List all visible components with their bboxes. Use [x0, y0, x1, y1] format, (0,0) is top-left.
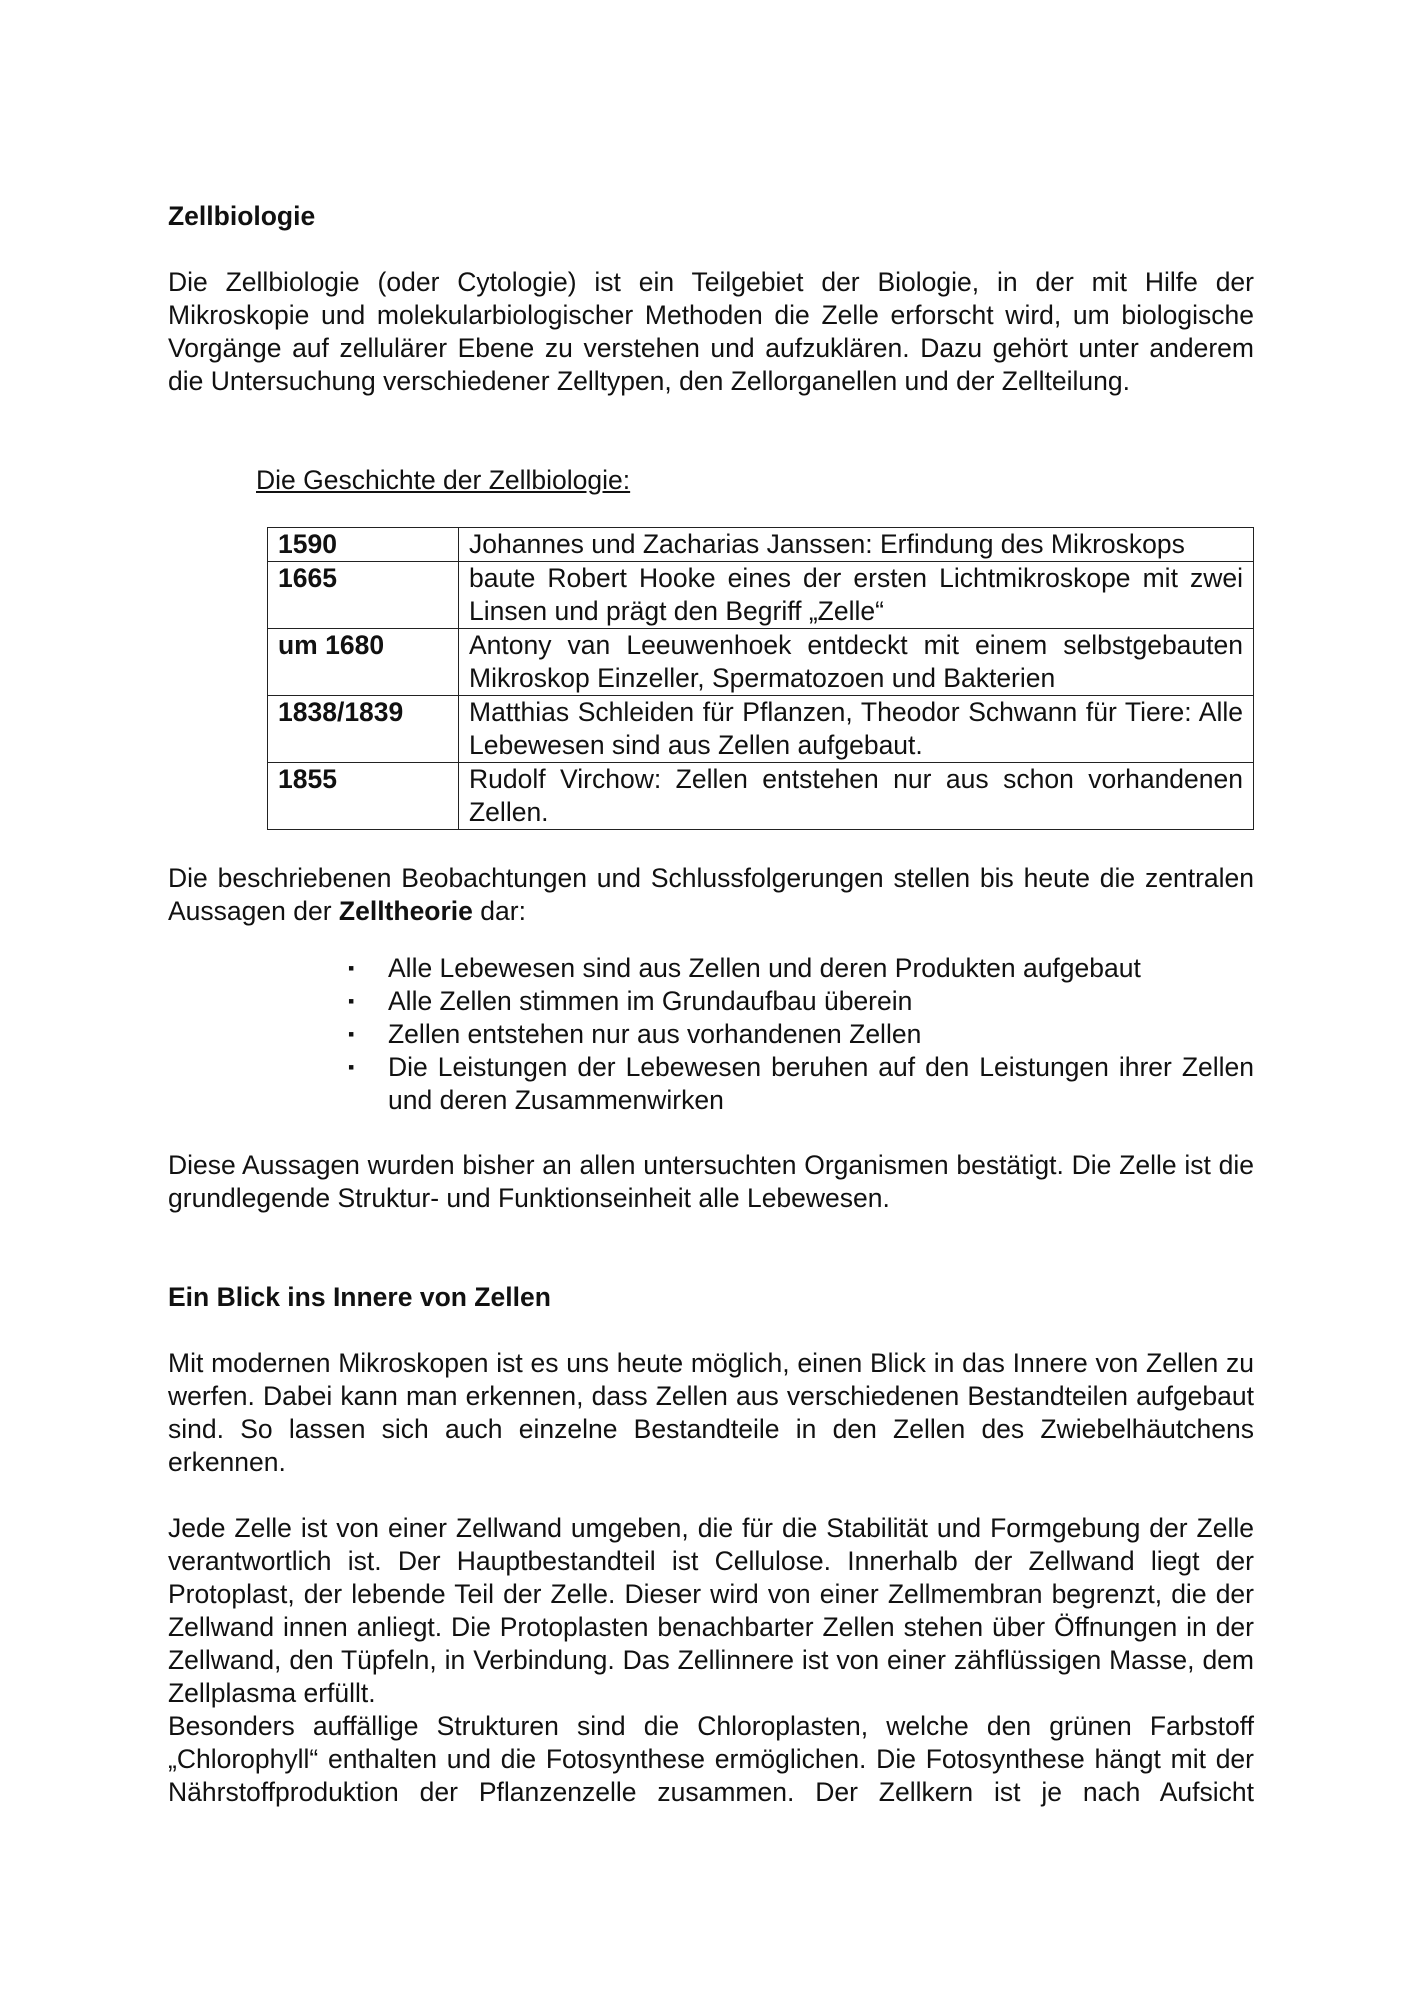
- event-cell: Antony van Leeuwenhoek entdeckt mit einem selbstgebauten Mikroskop Einzeller, Spermatozoen und Bakterien: [459, 629, 1254, 696]
- list-item-text: Zellen entstehen nur aus vorhandenen Zellen: [388, 1019, 922, 1049]
- confirmation-paragraph: Diese Aussagen wurden bisher an allen untersuchten Organismen bestätigt. Die Zelle ist die grundlegende Struktur- und Funktionseinheit alle Lebewesen.: [168, 1150, 1254, 1213]
- list-item: [348, 952, 1254, 985]
- list-item: [348, 1051, 1254, 1117]
- list-item-text: Alle Zellen stimmen im Grundaufbau überein: [388, 986, 913, 1016]
- paragraph-chloroplasts: Besonders auffällige Strukturen sind die Chloroplasten, welche den grünen Farbstoff „Chlorophyll“ enthalten und die Fotosynthese ermöglichen. Die Fotosynthese hängt mit der Nährstoffproduktion der Pflanzenzelle zusammen. Der Zellkern ist je nach Aufsicht: [168, 1711, 1254, 1807]
- event-cell: Rudolf Virchow: Zellen entstehen nur aus schon vorhandenen Zellen.: [459, 763, 1254, 830]
- bullet-icon: ▪: [348, 1024, 355, 1044]
- year-cell: 1665: [268, 562, 459, 629]
- event-cell: baute Robert Hooke eines der ersten Lichtmikroskope mit zwei Linsen und prägt den Begriff „Zelle“: [459, 562, 1254, 629]
- table-row: [268, 528, 1254, 562]
- event-cell: Johannes und Zacharias Janssen: Erfindung des Mikroskops: [459, 528, 1254, 562]
- intro-paragraph: Die Zellbiologie (oder Cytologie) ist ein Teilgebiet der Biologie, in der mit Hilfe der Mikroskopie und molekularbiologischer Methoden die Zelle erforscht wird, um biologische Vorgänge auf zellulärer Ebene zu verstehen und aufzuklären. Dazu gehört unter anderem die Untersuchung verschiedener Zelltypen, den Zellorganellen und der Zellteilung.: [168, 267, 1254, 396]
- theory-intro-after: dar:: [472, 896, 526, 926]
- event-cell: Matthias Schleiden für Pflanzen, Theodor Schwann für Tiere: Alle Lebewesen sind aus Zellen aufgebaut.: [459, 696, 1254, 763]
- section-title-inner-cells: Ein Blick ins Innere von Zellen: [168, 1282, 551, 1312]
- paragraph-cell-wall: Jede Zelle ist von einer Zellwand umgeben, die für die Stabilität und Formgebung der Zelle verantwortlich ist. Der Hauptbestandteil ist Cellulose. Innerhalb der Zellwand liegt der Protoplast, der lebende Teil der Zelle. Dieser wird von einer Zellmembran begrenzt, die der Zellwand innen anliegt. Die Protoplasten benachbarter Zellen stehen über Öffnungen in der Zellwand, den Tüpfeln, in Verbindung. Das Zellinnere ist von einer zähflüssigen Masse, dem Zellplasma erfüllt.: [168, 1513, 1254, 1708]
- year-cell: um 1680: [268, 629, 459, 696]
- list-item: [348, 1018, 1254, 1051]
- year-cell: 1590: [268, 528, 459, 562]
- list-item-text: Die Leistungen der Lebewesen beruhen auf den Leistungen ihrer Zellen und deren Zusammenwirken: [388, 1052, 1254, 1115]
- history-heading: Die Geschichte der Zellbiologie:: [256, 465, 631, 495]
- bullet-icon: ▪: [348, 991, 355, 1011]
- paragraph-microscopes: Mit modernen Mikroskopen ist es uns heute möglich, einen Blick in das Innere von Zellen zu werfen. Dabei kann man erkennen, dass Zellen aus verschiedenen Bestandteilen aufgebaut sind. So lassen sich auch einzelne Bestandteile in den Zellen des Zwiebelhäutchens erkennen.: [168, 1348, 1254, 1477]
- list-item-text: Alle Lebewesen sind aus Zellen und deren Produkten aufgebaut: [388, 953, 1141, 983]
- list-item: [348, 985, 1254, 1018]
- table-row: [268, 763, 1254, 830]
- table-row: [268, 562, 1254, 629]
- section-title-zellbiologie: Zellbiologie: [168, 201, 316, 231]
- bullet-icon: ▪: [348, 1057, 355, 1077]
- table-row: [268, 696, 1254, 763]
- year-cell: 1855: [268, 763, 459, 830]
- theory-intro-paragraph: [168, 862, 1254, 928]
- year-cell: 1838/1839: [268, 696, 459, 763]
- theory-intro-before: Die beschriebenen Beobachtungen und Schlussfolgerungen stellen bis heute die zentralen Aussagen der: [168, 863, 1254, 926]
- table-row: [268, 629, 1254, 696]
- theory-term: Zelltheorie: [338, 896, 473, 926]
- history-table: [267, 527, 1254, 830]
- theory-list: [168, 952, 1254, 1117]
- bullet-icon: ▪: [348, 958, 355, 978]
